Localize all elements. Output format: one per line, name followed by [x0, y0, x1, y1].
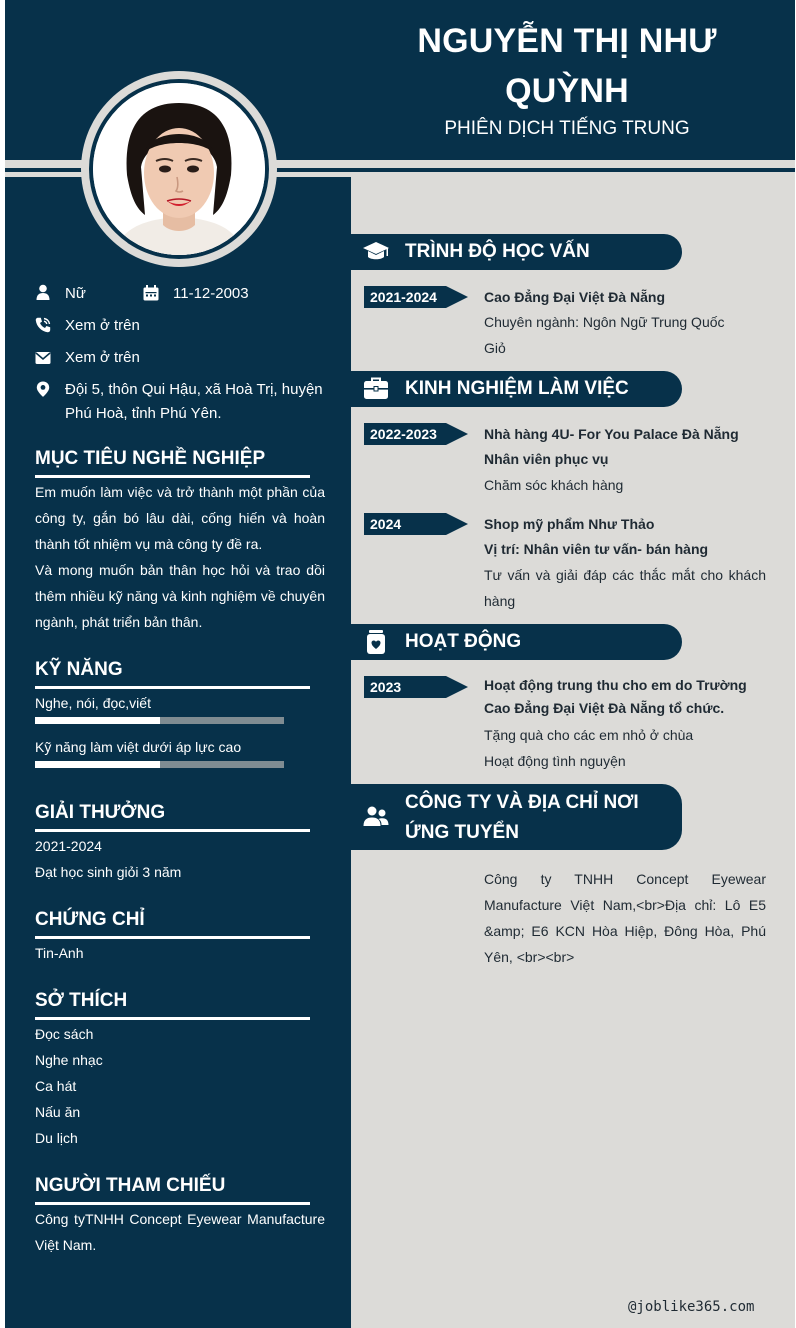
job-description: Chăm sóc khách hàng	[484, 477, 624, 493]
award-text: Đạt học sinh giỏi 3 năm	[35, 864, 182, 880]
awards-title: GIẢI THƯỞNG	[35, 802, 166, 823]
user-icon	[35, 284, 51, 300]
reference-text: Công tyTNHH Concept Eyewear Manufacture Việt Nam.	[35, 1211, 325, 1253]
job-description: Tư vấn và giải đáp các thắc mắt cho khách hàng	[484, 567, 766, 609]
certs-title: CHỨNG CHỈ	[35, 909, 145, 930]
hobby-item: Đọc sách	[35, 1026, 94, 1042]
education-title: TRÌNH ĐỘ HỌC VẤN	[405, 241, 590, 262]
resume-page	[5, 0, 795, 1328]
experience-title: KINH NGHIỆM LÀM VIỆC	[405, 378, 629, 399]
skills-title: KỸ NĂNG	[35, 659, 123, 680]
hobbies-title: SỞ THÍCH	[35, 990, 128, 1011]
year-label: 2024	[364, 513, 446, 535]
reference-underline	[35, 1202, 310, 1205]
name-line-1: NGUYỄN THỊ NHƯ	[417, 22, 717, 60]
hobby-item: Ca hát	[35, 1078, 77, 1094]
certs-underline	[35, 936, 310, 939]
activities-title: HOẠT ĐỘNG	[405, 631, 522, 652]
year-arrow	[446, 513, 468, 535]
objective-underline	[35, 475, 310, 478]
hobby-item: Du lịch	[35, 1130, 78, 1146]
activity-name: Hoạt động trung thu cho em do Trường Cao Đẳng Đại Việt Đà Nẵng tổ chức.	[484, 677, 747, 716]
location-icon	[35, 381, 51, 397]
activities-header	[351, 624, 682, 660]
profile-photo-illustration	[93, 83, 265, 255]
job-company: Nhà hàng 4U- For You Palace Đà Nẵng	[484, 426, 739, 442]
job-position: Vị trí: Nhân viên tư vấn- bán hàng	[484, 541, 709, 557]
year-label: 2022-2023	[364, 423, 446, 445]
company-address: Công ty TNHH Concept Eyewear Manufacture Việt Nam,<br>Địa chỉ: Lô E5 &amp; E6 KCN Hòa Hiệp, Đông Hòa, Phú Yên, <br><br>	[484, 871, 766, 965]
year-arrow	[446, 423, 468, 445]
reference-title: NGƯỜI THAM CHIẾU	[35, 1175, 226, 1196]
awards-underline	[35, 829, 310, 832]
graduation-cap-icon	[363, 239, 389, 265]
hobby-item: Nấu ăn	[35, 1104, 81, 1120]
email-icon	[35, 350, 51, 366]
activity-icon	[363, 629, 389, 655]
skill-label-2: Kỹ năng làm việt dưới áp lực cao	[35, 739, 242, 755]
cert-text: Tin-Anh	[35, 945, 84, 961]
skill-bar-1	[35, 717, 284, 724]
skill-bar-fill	[35, 717, 160, 724]
job-position: Nhân viên phục vụ	[484, 451, 609, 467]
skill-bar-2	[35, 761, 284, 768]
users-icon	[363, 804, 389, 830]
year-label: 2021-2024	[364, 286, 446, 308]
skill-label-1: Nghe, nói, đọc,viết	[35, 695, 151, 711]
objective-paragraph-1: Em muốn làm việc và trở thành một phần của công ty, gắn bó lâu dài, cống hiến và hoàn thành tốt nhiệm vụ mà công ty đề ra.	[35, 484, 325, 552]
year-arrow	[446, 286, 468, 308]
profile-photo	[93, 83, 265, 255]
phone-icon	[35, 317, 51, 333]
education-grade: Giỏ	[484, 340, 506, 356]
phone-value: Xem ở trên	[65, 317, 140, 334]
watermark: @joblike365.com	[628, 1299, 755, 1315]
company-header	[351, 784, 682, 850]
name-line-2: QUỲNH	[505, 72, 629, 110]
skill-bar-fill	[35, 761, 160, 768]
education-school: Cao Đẳng Đại Việt Đà Nẵng	[484, 289, 666, 305]
company-title: CÔNG TY VÀ ĐỊA CHỈ NƠI ỨNG TUYỂN	[405, 792, 639, 843]
candidate-name	[397, 16, 737, 116]
hobby-item: Nghe nhạc	[35, 1052, 103, 1068]
address-value: Đội 5, thôn Qui Hậu, xã Hoà Trị, huyện Phú Hoà, tỉnh Phú Yên.	[65, 381, 323, 422]
objective-paragraph-2: Và mong muốn bản thân học hỏi và trao dồi thêm nhiều kỹ năng và kinh nghiệm về chuyên ngành, phát triển bản thân.	[35, 562, 325, 630]
activity-line-2: Hoạt động tình nguyện	[484, 753, 626, 769]
activity-line-1: Tặng quà cho các em nhỏ ở chùa	[484, 727, 694, 743]
job-title: PHIÊN DỊCH TIẾNG TRUNG	[444, 118, 690, 139]
year-label: 2023	[364, 676, 446, 698]
birthday-value: 11-12-2003	[173, 285, 249, 302]
education-header	[351, 234, 682, 270]
briefcase-icon	[363, 376, 389, 402]
skills-underline	[35, 686, 310, 689]
gender-value: Nữ	[65, 285, 86, 302]
email-value: Xem ở trên	[65, 349, 140, 366]
calendar-icon	[143, 285, 159, 301]
job-company: Shop mỹ phẩm Như Thảo	[484, 516, 655, 532]
award-year: 2021-2024	[35, 838, 102, 854]
hobbies-underline	[35, 1017, 310, 1020]
year-arrow	[446, 676, 468, 698]
experience-header	[351, 371, 682, 407]
education-major: Chuyên ngành: Ngôn Ngữ Trung Quốc	[484, 314, 725, 330]
objective-title: MỤC TIÊU NGHỀ NGHIỆP	[35, 448, 266, 469]
